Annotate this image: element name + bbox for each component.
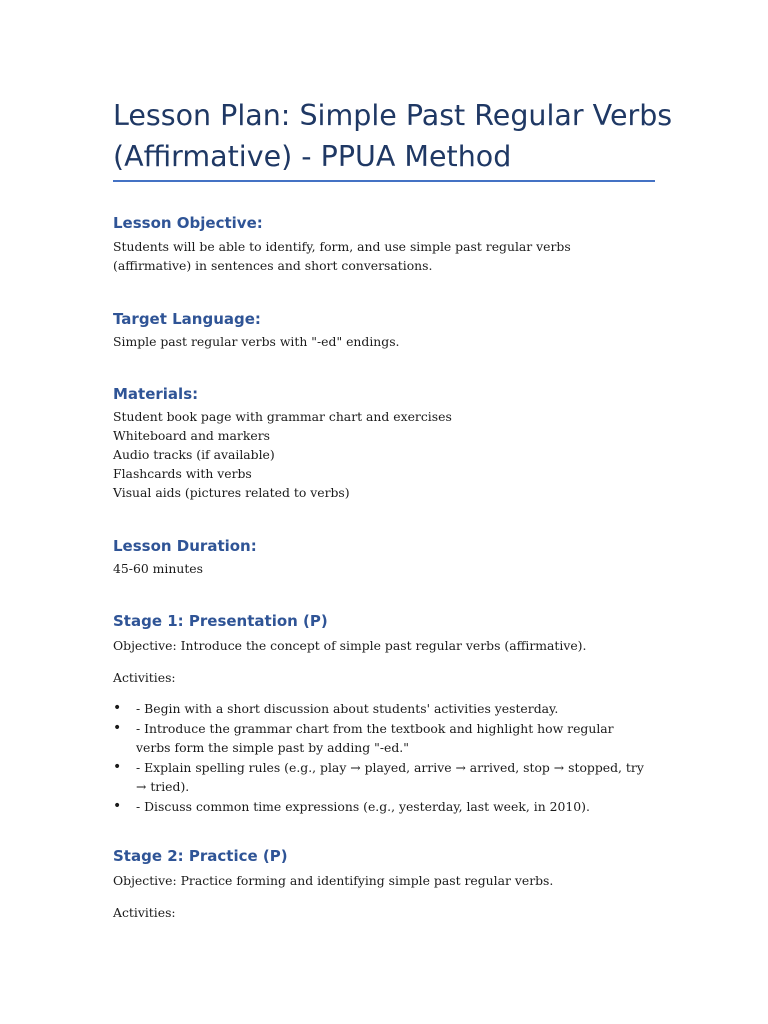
materials-item: Student book page with grammar chart and exercises: [113, 409, 452, 424]
materials-heading: Materials:: [113, 385, 199, 403]
duration-text: 45-60 minutes: [113, 561, 204, 576]
duration-heading: Lesson Duration:: [113, 537, 257, 555]
target-language-text: Simple past regular verbs with "-ed" endings.: [113, 334, 400, 349]
stage1-heading: Stage 1: Presentation (P): [113, 612, 328, 630]
objective-text: Students will be able to identify, form, and use simple past regular verbs (affirmative) in sentences and short conversations.: [113, 239, 571, 273]
stage1-activities-label: Activities:: [113, 670, 176, 685]
materials-item: Whiteboard and markers: [113, 428, 270, 443]
list-item-text: - Discuss common time expressions (e.g., yesterday, last week, in 2010).: [136, 798, 590, 814]
list-item: [113, 758, 648, 797]
stage2-objective: Objective: Practice forming and identifying simple past regular verbs.: [113, 873, 554, 888]
bullet-icon: •: [113, 797, 122, 814]
materials-item: Flashcards with verbs: [113, 466, 252, 481]
list-item-text: - Explain spelling rules (e.g., play → played, arrive → arrived, stop → stopped, try → tried).: [136, 759, 644, 794]
materials-item: Visual aids (pictures related to verbs): [113, 485, 350, 500]
bullet-icon: •: [113, 700, 122, 716]
title-underline: [113, 180, 655, 182]
materials-item: Audio tracks (if available): [113, 447, 275, 462]
target-language-heading: Target Language:: [113, 310, 261, 328]
list-item: [113, 699, 648, 719]
stage1-objective: Objective: Introduce the concept of simple past regular verbs (affirmative).: [113, 638, 587, 653]
bullet-icon: •: [113, 758, 122, 775]
stage2-activities-label: Activities:: [113, 905, 176, 920]
list-item-text: - Introduce the grammar chart from the textbook and highlight how regular verbs form the simple past by adding "-ed.": [136, 720, 614, 755]
stage2-heading: Stage 2: Practice (P): [113, 847, 288, 865]
list-item: [113, 719, 648, 758]
document-title: Lesson Plan: Simple Past Regular Verbs (Affirmative) - PPUA Method: [113, 99, 673, 173]
list-item-text: - Begin with a short discussion about students' activities yesterday.: [136, 701, 559, 716]
stage1-activities-list: [113, 699, 648, 816]
bullet-icon: •: [113, 719, 122, 736]
list-item: [113, 797, 648, 817]
objective-heading: Lesson Objective:: [113, 214, 263, 232]
